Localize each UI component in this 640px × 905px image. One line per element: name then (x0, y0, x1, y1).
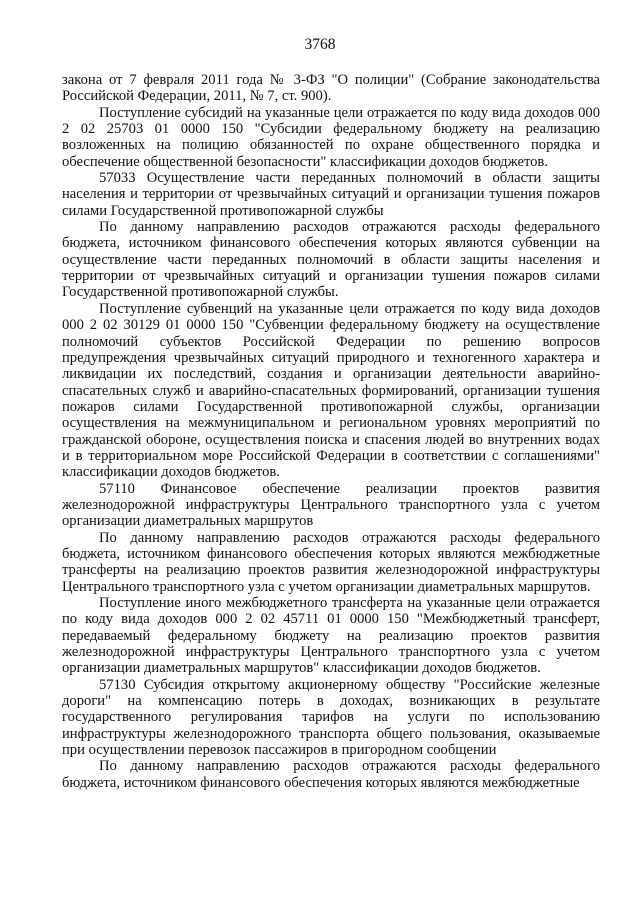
page-number: 3768 (304, 36, 336, 53)
document-body (62, 72, 600, 791)
paragraph-code-57110-title: 57110 Финансовое обеспечение реализации проектов развития железнодорожной инфраструктуры Центрального транспортного узла с учетом организации диаметральных маршрутов (62, 480, 600, 530)
paragraph-code-57130-expenses: По данному направлению расходов отражаются расходы федерального бюджета, источником финансового обеспечения которых являются межбюджетные (62, 758, 600, 791)
paragraph-code-57033-title: 57033 Осуществление части переданных полномочий в области защиты населения и территории от чрезвычайных ситуаций и организации тушения пожаров силами Государственной противопожарной службы (62, 170, 600, 219)
paragraph-law-reference: закона от 7 февраля 2011 года № 3-ФЗ "О полиции" (Собрание законодательства Российской Федерации, 2011, № 7, ст. 900). (62, 72, 600, 105)
paragraph-subsidy-income-code-25703: Поступление субсидий на указанные цели отражается по коду вида доходов 000 2 02 25703 01 0000 150 "Субсидии федеральному бюджету на реализацию возложенных на полицию обязанностей по охране общественного порядка и обеспечение общественной безопасности" классификации доходов бюджетов. (62, 104, 600, 170)
paragraph-subvention-income-code-30129: Поступление субвенций на указанные цели отражается по коду вида доходов 000 2 02 30129 01 0000 150 "Субвенции федеральному бюджету на осуществление полномочий субъектов Российской Федерации по решению вопросов предупреждения чрезвычайных ситуаций природного и техногенного характера и ликвидации их последствий, создания и организации деятельности аварийно-спасательных служб и аварийно-спасательных формирований, организации тушения пожаров силами Государственной противопожарной службы, организации осуществления на межмуниципальном и региональном уровнях мероприятий по гражданской обороне, осуществления поиска и спасения людей во внутренних водах и в территориальном море Российской Федерации в соответствии с соглашениями" классификации доходов бюджетов. (62, 300, 600, 481)
paragraph-transfer-income-code-45711: Поступление иного межбюджетного трансферта на указанные цели отражается по коду вида доходов 000 2 02 45711 01 0000 150 "Межбюджетный трансферт, передаваемый федеральному бюджету на реализацию проектов развития железнодорожной инфраструктуры Центрального транспортного узла с учетом организации диаметральных маршрутов" классификации доходов бюджетов. (62, 595, 600, 677)
paragraph-code-57110-expenses: По данному направлению расходов отражаются расходы федерального бюджета, источником финансового обеспечения которых являются межбюджетные трансферты на реализацию проектов развития железнодорожной инфраструктуры Центрального транспортного узла с учетом организации диаметральных маршрутов. (62, 529, 600, 595)
paragraph-code-57130-title: 57130 Субсидия открытому акционерному обществу "Российские железные дороги" на компенсацию потерь в доходах, возникающих в результате государственного регулирования тарифов на услуги по использованию инфраструктуры железнодорожного транспорта общего пользования, оказываемые при осуществлении перевозок пассажиров в пригородном сообщении (62, 676, 600, 759)
paragraph-code-57033-expenses: По данному направлению расходов отражаются расходы федерального бюджета, источником финансового обеспечения которых являются субвенции на осуществление части переданных полномочий в области защиты населения и территории от чрезвычайных ситуаций и организации тушения пожаров силами Государственной противопожарной службы. (62, 219, 600, 301)
